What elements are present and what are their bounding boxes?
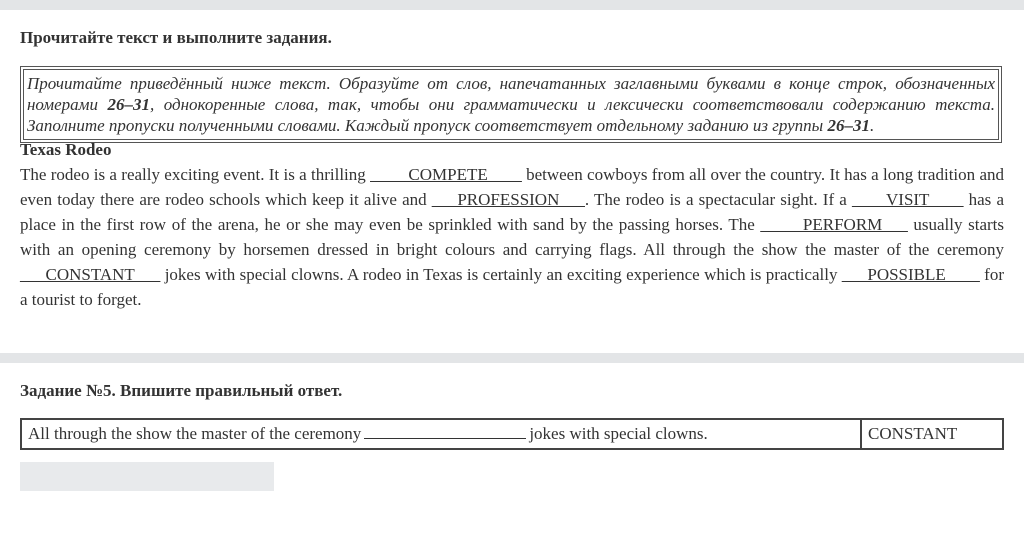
text-segment: . The rodeo is a spectacular sight. If a xyxy=(584,190,852,209)
section-divider xyxy=(0,353,1024,363)
task5-word: CONSTANT xyxy=(861,419,1003,449)
task-heading: Прочитайте текст и выполните задания. xyxy=(20,28,332,47)
gap-compete: ____ COMPETE____ xyxy=(370,165,522,184)
gap-visit: ____VISIT____ xyxy=(852,190,964,209)
instructions-part2: , однокоренные слова, так, чтобы они грамматически и лексически соответствовали содержанию текста. Заполните пропуски полученными словами. Каждый пропуск соответствует отдельному заданию из группы xyxy=(27,95,995,135)
instructions-text xyxy=(23,69,999,140)
gap-possible: ___POSSIBLE____ xyxy=(841,265,980,284)
text-segment: jokes with special clowns. A rodeo in Texas is certainly an exciting experience which is practically xyxy=(160,265,842,284)
sentence-after: jokes with special clowns. xyxy=(529,424,708,443)
top-divider-bar xyxy=(0,0,1024,10)
answer-blank[interactable] xyxy=(364,424,526,439)
instructions-part3: . xyxy=(869,116,875,135)
text-segment: for a tourist to forget. xyxy=(20,265,1004,309)
text-segment: The rodeo is a really exciting event. It is a thrilling xyxy=(20,165,371,184)
gap-profession: ___PROFESSION___ xyxy=(431,190,585,209)
task5-sentence xyxy=(21,419,861,449)
text-segment: has a place in the first row of the arena, he or she may even be sprinkled with sand by the passing horses. The xyxy=(20,190,1004,234)
instructions-box xyxy=(20,66,1002,143)
text-segment: usually starts with an opening ceremony by horsemen dressed in bright colours and carrying flags. All through the show the master of the ceremony xyxy=(20,215,1004,259)
instructions-range1: 26–31 xyxy=(107,95,150,114)
task5-table xyxy=(20,418,1004,450)
task5-heading: Задание №5. Впишите правильный ответ. xyxy=(20,381,343,400)
instructions-range2: 26–31 xyxy=(827,116,870,135)
text-title: Texas Rodeo xyxy=(20,140,112,159)
gap-perform: _____PERFORM___ xyxy=(760,215,908,234)
gap-constant: ___CONSTANT___ xyxy=(20,265,161,284)
answer-input[interactable] xyxy=(20,462,274,491)
text-segment: between cowboys from all over the country. It has a long tradition and even today there are rodeo schools which keep it alive and xyxy=(20,165,1005,209)
instructions-part1: Прочитайте приведённый ниже текст. Образуйте от слов, напечатанных заглавными буквами в конце строк, обозначенных номерами xyxy=(27,74,995,114)
rodeo-text xyxy=(20,162,1004,312)
sentence-before: All through the show the master of the ceremony xyxy=(28,424,362,443)
